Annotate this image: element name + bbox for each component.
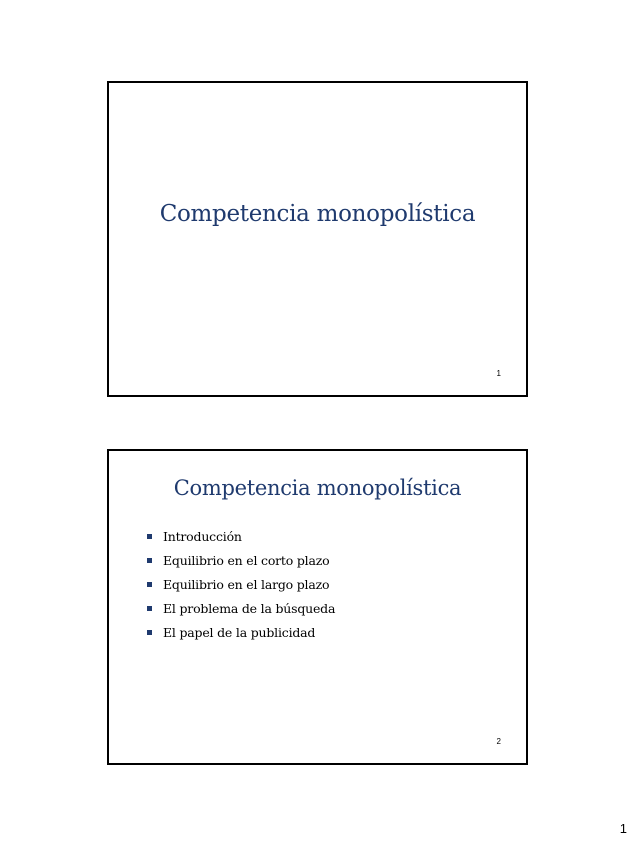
bullet-square-icon	[147, 606, 152, 611]
slide-title: Competencia monopolística	[173, 476, 462, 500]
list-item-text: El problema de la búsqueda	[163, 601, 336, 616]
slide-2	[107, 449, 528, 765]
bullet-square-icon	[147, 630, 152, 635]
list-item-text: Equilibrio en el largo plazo	[163, 577, 330, 592]
bullet-list	[147, 529, 335, 649]
page-number: 1	[619, 821, 627, 836]
slide-number: 2	[496, 737, 501, 746]
bullet-square-icon	[147, 534, 152, 539]
list-item-text: Equilibrio en el corto plazo	[163, 553, 330, 568]
list-item	[147, 553, 335, 577]
list-item	[147, 625, 335, 649]
list-item	[147, 577, 335, 601]
slide-number: 1	[496, 369, 501, 378]
slide-1	[107, 81, 528, 397]
list-item	[147, 601, 335, 625]
list-item	[147, 529, 335, 553]
list-item-text: El papel de la publicidad	[163, 625, 316, 640]
bullet-square-icon	[147, 582, 152, 587]
list-item-text: Introducción	[163, 529, 242, 544]
slide-title: Competencia monopolística	[159, 201, 476, 227]
bullet-square-icon	[147, 558, 152, 563]
